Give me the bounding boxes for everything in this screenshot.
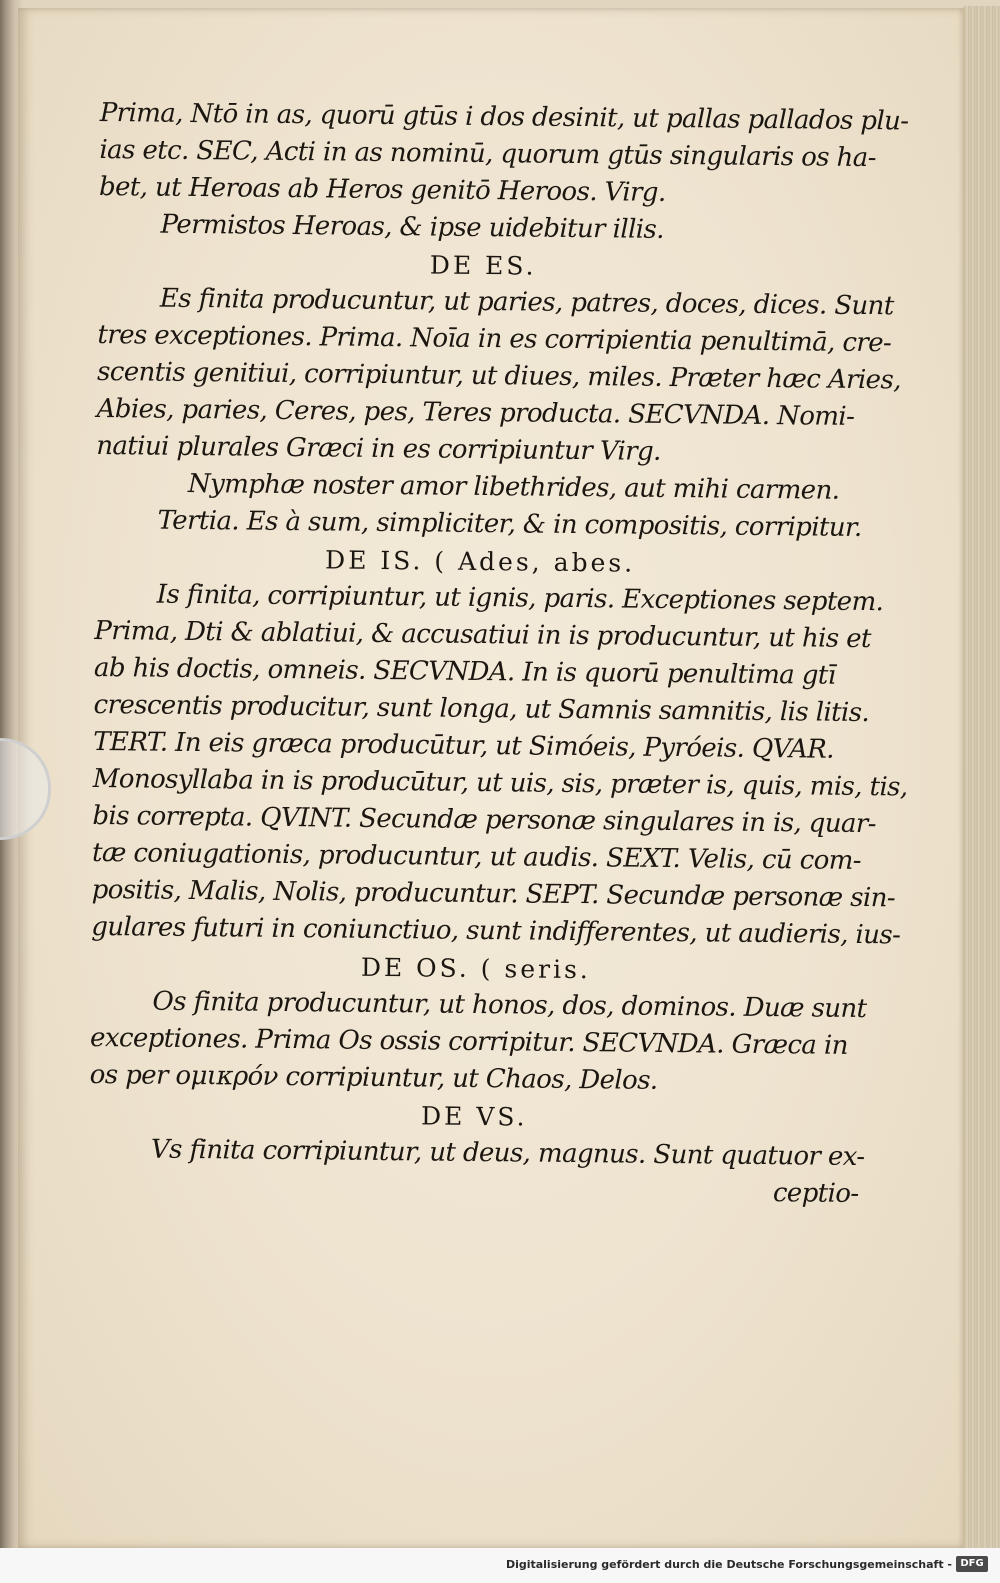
section-heading: DE ES. [429,250,537,281]
section-heading: DE IS. ( Ades, abes. [324,545,636,578]
text-line: Es finita producuntur, ut paries, patres, doces, dices. Sunt [159,283,894,322]
footer-credit: Digitalisierung gefördert durch die Deutsche Forschungsgemeinschaft - [505,1558,952,1571]
section-heading: DE VS. [420,1101,528,1132]
page-text [88,95,909,1213]
text-line: crescentis producitur, sunt longa, ut Samnis samnitis, lis litis. [93,689,870,729]
text-line: bet, ut Heroas ab Heros genitō Heroos. Virg. [98,171,666,208]
text-line: TERT. In eis græca producūtur, ut Simóeis, Pyróeis. QVAR. [93,726,835,765]
text-line: Prima, Dti & ablatiui, & accusatiui in is producuntur, ut his et [94,615,872,655]
text-line: Abies, paries, Ceres, pes, Teres producta. SECVNDA. Nomi- [96,393,855,432]
text-line: exceptiones. Prima Os ossis corripitur. SECVNDA. Græca in [89,1022,848,1061]
text-line: natiui plurales Græci in es corripiuntur Virg. [96,430,661,467]
text-line: positis, Malis, Nolis, producuntur. SEPT. Secundæ personæ sin- [91,874,896,914]
text-line: Nymphæ noster amor libethrides, aut mihi carmen. [187,468,840,506]
text-line: os per ομικρόν corripiuntur, ut Chaos, Delos. [89,1059,658,1096]
text-line: Os finita producuntur, ut honos, dos, dominos. Duæ sunt [152,986,867,1025]
text-line: Vs finita corripiuntur, ut deus, magnus. Sunt quatuor ex- [150,1134,865,1173]
section-heading: DE OS. ( seris. [360,952,591,985]
footer-bar [0,1548,1000,1583]
text-line: ias etc. SEC, Acti in as nominū, quorum gtūs singularis os ha- [99,134,877,174]
text-line: Permistos Heroas, & ipse uidebitur illis. [160,209,665,245]
text-line: ab his doctis, omneis. SECVNDA. In is quorū penultima gtī [93,652,836,691]
text-line: tæ coniugationis, producuntur, ut audis. SEXT. Velis, cū com- [91,837,862,877]
dfg-logo-icon: DFG [956,1556,988,1572]
text-line: tres exceptiones. Prima. Noīa in es corripientia penultimā, cre- [97,319,892,359]
text-line: Is finita, corripiuntur, ut ignis, paris. Exceptiones septem. [156,579,884,618]
text-line: bis correpta. QVINT. Secundæ personæ singulares in is, quar- [92,800,877,840]
page-edge-stack [963,6,1000,1556]
text-line: gulares futuri in coniunctiuo, sunt indifferentes, ut audieris, ius- [91,911,901,951]
text-line: Tertia. Es à sum, simpliciter, & in compositis, corripitur. [157,505,862,543]
text-line: scentis genitiui, corripiuntur, ut diues, miles. Præter hæc Aries, [96,356,901,396]
text-line: ceptio- [772,1178,859,1210]
text-line: Monosyllaba in is producūtur, ut uis, sis, præter is, quis, mis, tis, [92,763,908,803]
text-line: Prima, Ntō in as, quorū gtūs i dos desinit, ut pallas pallados plu- [99,97,909,137]
